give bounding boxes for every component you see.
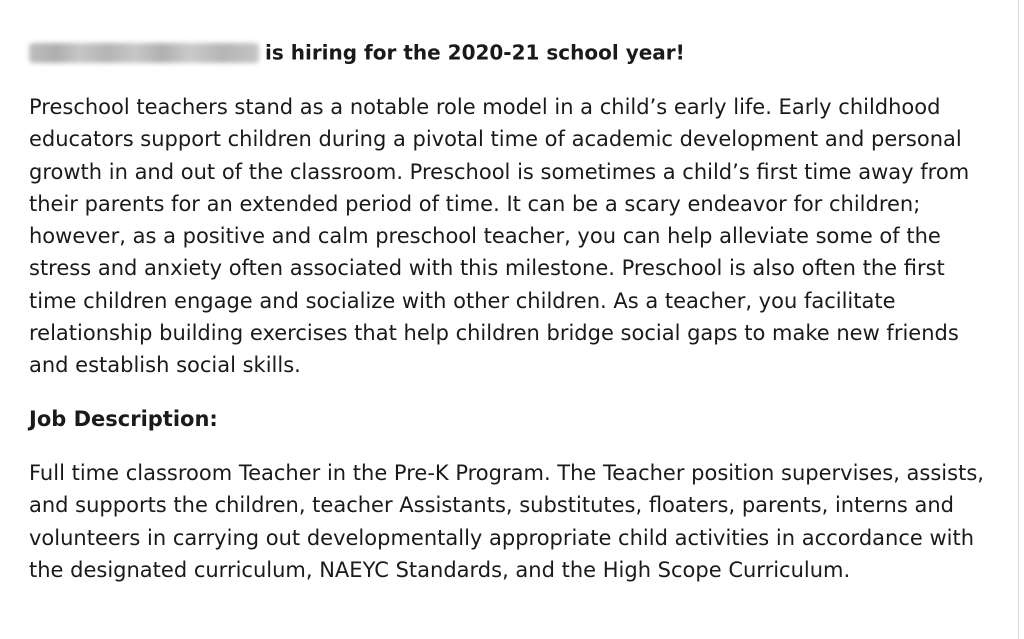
hiring-headline-text: is hiring for the 2020-21 school year!	[265, 40, 685, 65]
page-edge-divider	[1018, 0, 1019, 639]
redacted-employer-name	[29, 43, 259, 63]
hiring-headline	[29, 36, 685, 68]
job-description-paragraph: Full time classroom Teacher in the Pre-K Program. The Teacher position supervises, assists, and supports the children, teacher Assistants, substitutes, floaters, parents, interns and volunteers in carrying out developmentally appropriate child activities in accordance with the designated curriculum, NAEYC Standards, and the High Scope Curriculum.	[29, 461, 984, 582]
job-description-heading: Job Description:	[29, 407, 218, 431]
intro-paragraph: Preschool teachers stand as a notable role model in a child’s early life. Early childhood educators support children during a pivotal time of academic development and personal growth in and out of the classroom. Preschool is sometimes a child’s first time away from their parents for an extended period of time. It can be a scary endeavor for children; however, as a positive and calm preschool teacher, you can help alleviate some of the stress and anxiety often associated with this milestone. Preschool is also often the first time children engage and socialize with other children. As a teacher, you facilitate relationship building exercises that help children bridge social gaps to make new friends and establish social skills.	[29, 95, 970, 378]
